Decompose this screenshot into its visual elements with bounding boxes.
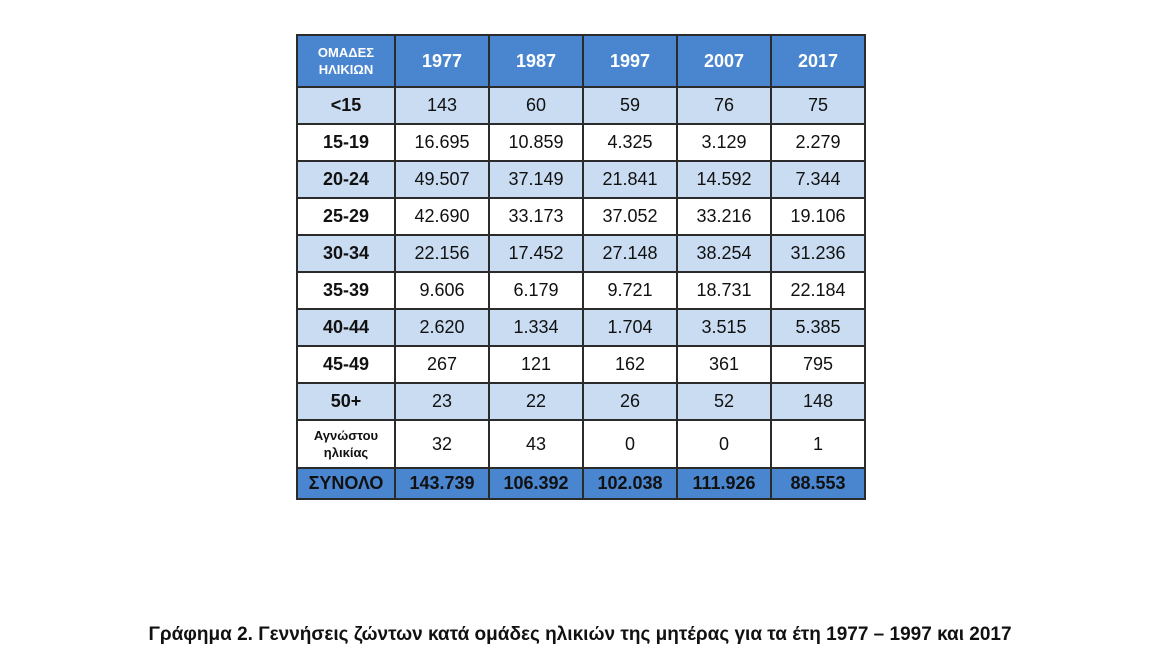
table-cell: 7.344 [771, 161, 865, 198]
births-table-container [296, 34, 864, 500]
table-cell: 9.721 [583, 272, 677, 309]
table-cell: 23 [395, 383, 489, 420]
table-cell: 0 [583, 420, 677, 468]
table-cell: 121 [489, 346, 583, 383]
age-group-label: 30-34 [297, 235, 395, 272]
total-cell: 106.392 [489, 468, 583, 499]
table-cell: 37.052 [583, 198, 677, 235]
table-cell: 31.236 [771, 235, 865, 272]
table-cell: 32 [395, 420, 489, 468]
year-header: 1997 [583, 35, 677, 87]
table-cell: 1.334 [489, 309, 583, 346]
table-cell: 14.592 [677, 161, 771, 198]
age-group-label: 45-49 [297, 346, 395, 383]
unknown-age-row [297, 420, 865, 468]
table-cell: 22.184 [771, 272, 865, 309]
table-cell: 3.515 [677, 309, 771, 346]
table-cell: 59 [583, 87, 677, 124]
table-cell: 10.859 [489, 124, 583, 161]
table-row [297, 272, 865, 309]
table-cell: 143 [395, 87, 489, 124]
table-cell: 75 [771, 87, 865, 124]
year-header: 1987 [489, 35, 583, 87]
table-cell: 19.106 [771, 198, 865, 235]
table-cell: 4.325 [583, 124, 677, 161]
age-group-label: 50+ [297, 383, 395, 420]
total-cell: 111.926 [677, 468, 771, 499]
table-cell: 267 [395, 346, 489, 383]
age-group-label: 35-39 [297, 272, 395, 309]
table-cell: 49.507 [395, 161, 489, 198]
table-cell: 16.695 [395, 124, 489, 161]
table-cell: 2.279 [771, 124, 865, 161]
table-cell: 3.129 [677, 124, 771, 161]
table-row [297, 346, 865, 383]
age-groups-header [297, 35, 395, 87]
age-group-label: 40-44 [297, 309, 395, 346]
table-row [297, 124, 865, 161]
table-cell: 33.216 [677, 198, 771, 235]
unknown-age-label-line2: ηλικίας [323, 445, 369, 460]
table-row [297, 87, 865, 124]
table-cell: 76 [677, 87, 771, 124]
table-row [297, 198, 865, 235]
table-cell: 22 [489, 383, 583, 420]
total-cell: 88.553 [771, 468, 865, 499]
age-group-label: 20-24 [297, 161, 395, 198]
table-cell: 60 [489, 87, 583, 124]
table-cell: 795 [771, 346, 865, 383]
table-cell: 27.148 [583, 235, 677, 272]
table-cell: 18.731 [677, 272, 771, 309]
table-cell: 5.385 [771, 309, 865, 346]
age-group-label: 15-19 [297, 124, 395, 161]
table-cell: 17.452 [489, 235, 583, 272]
year-header: 1977 [395, 35, 489, 87]
year-header: 2007 [677, 35, 771, 87]
table-cell: 1.704 [583, 309, 677, 346]
table-cell: 1 [771, 420, 865, 468]
age-group-label: 25-29 [297, 198, 395, 235]
table-cell: 361 [677, 346, 771, 383]
age-group-label: <15 [297, 87, 395, 124]
table-row [297, 309, 865, 346]
total-cell: 102.038 [583, 468, 677, 499]
table-cell: 43 [489, 420, 583, 468]
table-cell: 0 [677, 420, 771, 468]
table-cell: 38.254 [677, 235, 771, 272]
total-cell: 143.739 [395, 468, 489, 499]
table-cell: 162 [583, 346, 677, 383]
table-row [297, 383, 865, 420]
table-cell: 9.606 [395, 272, 489, 309]
unknown-age-label-line1: Αγνώστου [313, 428, 379, 443]
unknown-age-label [297, 420, 395, 468]
table-cell: 52 [677, 383, 771, 420]
table-cell: 26 [583, 383, 677, 420]
table-cell: 2.620 [395, 309, 489, 346]
table-cell: 6.179 [489, 272, 583, 309]
table-cell: 42.690 [395, 198, 489, 235]
age-groups-header-line1: ΟΜΑΔΕΣ [317, 45, 375, 60]
table-cell: 37.149 [489, 161, 583, 198]
table-cell: 33.173 [489, 198, 583, 235]
figure-caption: Γράφημα 2. Γεννήσεις ζώντων κατά ομάδες ηλικιών της μητέρας για τα έτη 1977 – 1997 και 2017 [148, 624, 1012, 645]
year-header: 2017 [771, 35, 865, 87]
table-cell: 148 [771, 383, 865, 420]
table-header-row [297, 35, 865, 87]
total-label: ΣΥΝΟΛΟ [297, 468, 395, 499]
age-groups-header-line2: ΗΛΙΚΙΩΝ [318, 62, 374, 77]
table-cell: 21.841 [583, 161, 677, 198]
table-row [297, 235, 865, 272]
births-by-age-table [296, 34, 866, 500]
total-row [297, 468, 865, 499]
table-row [297, 161, 865, 198]
table-cell: 22.156 [395, 235, 489, 272]
